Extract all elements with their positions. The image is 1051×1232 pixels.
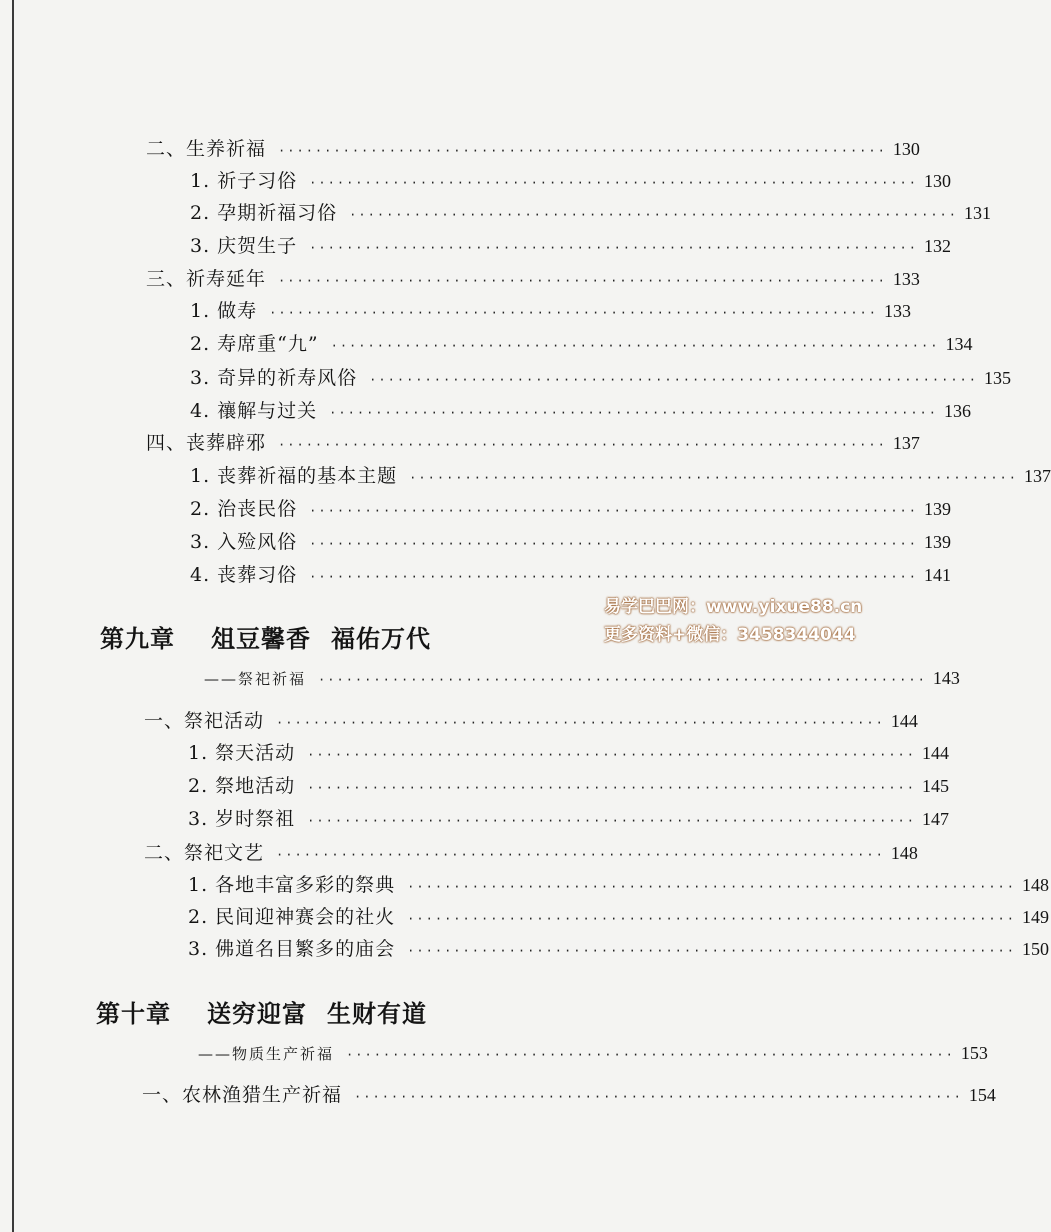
chapter-heading[interactable]: [96, 999, 427, 1029]
toc-entry-subsection[interactable]: [190, 234, 951, 260]
toc-entry-subsection[interactable]: [190, 530, 951, 556]
toc-entry-page: 135: [984, 368, 1011, 388]
toc-entry-section[interactable]: [142, 1083, 996, 1109]
toc-entry-subsection[interactable]: [188, 873, 1049, 899]
dot-leader: ··································································: [309, 504, 918, 518]
toc-entry-label: 四、丧葬辟邪: [146, 432, 267, 454]
toc-entry-label: 2. 治丧民俗: [190, 498, 298, 520]
toc-entry-page: 139: [924, 499, 951, 519]
toc-entry-subsection[interactable]: [190, 299, 911, 325]
dot-leader: ··································································: [330, 339, 940, 353]
toc-entry-page: 144: [890, 711, 918, 731]
toc-entry-subsection[interactable]: [188, 774, 949, 800]
toc-entry-page: 150: [1022, 939, 1049, 959]
toc-entry-subsection[interactable]: [190, 201, 991, 227]
binding-edge-line: [12, 0, 14, 1232]
toc-entry-label: 3. 佛道名目繁多的庙会: [188, 938, 396, 960]
toc-entry-label: 一、祭祀活动: [144, 710, 265, 732]
dot-leader: ··································································: [307, 748, 916, 762]
dot-leader: ··································································: [369, 373, 978, 387]
toc-entry-label: 3. 入殓风俗: [190, 531, 298, 553]
toc-entry-section[interactable]: [144, 841, 918, 867]
chapter-subtitle: ——物质生产祈福: [198, 1045, 335, 1063]
chapter-title-part1: 俎豆馨香: [211, 625, 311, 653]
dot-leader: ··································································: [278, 274, 887, 288]
toc-entry-label: 2. 寿席重“九”: [190, 333, 319, 355]
toc-entry-label: 1. 丧葬祈福的基本主题: [190, 465, 398, 487]
toc-entry-page: 130: [924, 171, 951, 191]
toc-entry-page: 137: [1024, 466, 1051, 486]
toc-entry-label: 3. 岁时祭祖: [188, 808, 296, 830]
chapter-subtitle-entry[interactable]: [198, 1041, 988, 1067]
dot-leader: ··································································: [278, 144, 887, 158]
chapter-title-part2: 福佑万代: [331, 625, 431, 653]
dot-leader: ··································································: [407, 944, 1016, 958]
toc-entry-label: 4. 禳解与过关: [190, 400, 318, 422]
chapter-subtitle: ——祭祀祈福: [204, 670, 307, 688]
chapter-title-part1: 送穷迎富: [207, 1000, 307, 1028]
dot-leader: ··································································: [354, 1090, 963, 1104]
dot-leader: ··································································: [409, 471, 1018, 485]
dot-leader: ··································································: [309, 176, 918, 190]
toc-entry-page: 145: [922, 776, 949, 796]
toc-entry-subsection[interactable]: [190, 399, 971, 425]
dot-leader: ··································································: [407, 880, 1016, 894]
toc-entry-label: 2. 祭地活动: [188, 775, 296, 797]
toc-entry-subsection[interactable]: [190, 332, 973, 358]
toc-entry-page: 149: [1022, 907, 1049, 927]
toc-entry-page: 136: [944, 401, 971, 421]
toc-entry-page: 134: [945, 334, 973, 354]
toc-entry-page: 147: [922, 809, 949, 829]
toc-entry-label: 三、祈寿延年: [146, 268, 267, 290]
dot-leader: ··································································: [309, 241, 918, 255]
toc-entry-section[interactable]: [146, 267, 920, 293]
toc-entry-subsection[interactable]: [188, 905, 1049, 931]
dot-leader: ··································································: [278, 438, 887, 452]
toc-entry-section[interactable]: [146, 137, 920, 163]
chapter-number: 第十章: [96, 1000, 171, 1028]
toc-entry-label: 1. 各地丰富多彩的祭典: [188, 874, 396, 896]
toc-entry-subsection[interactable]: [188, 937, 1049, 963]
toc-entry-label: 3. 庆贺生子: [190, 235, 298, 257]
dot-leader: ··································································: [276, 848, 885, 862]
toc-entry-section[interactable]: [144, 709, 918, 735]
toc-entry-label: 一、农林渔猎生产祈福: [142, 1084, 343, 1106]
dot-leader: ··································································: [276, 716, 885, 730]
dot-leader: ··································································: [309, 570, 918, 584]
toc-entry-page: 130: [892, 139, 920, 159]
watermark-line-2: 更多资料+微信：3458344044: [604, 625, 856, 645]
dot-leader: ··································································: [346, 1048, 955, 1062]
dot-leader: ··································································: [349, 208, 958, 222]
chapter-title-part2: 生财有道: [327, 1000, 427, 1028]
chapter-heading[interactable]: [100, 624, 431, 654]
toc-entry-page: 153: [960, 1043, 988, 1063]
toc-entry-section[interactable]: [146, 431, 920, 457]
toc-entry-label: 1. 做寿: [190, 300, 258, 322]
dot-leader: ··································································: [318, 673, 927, 687]
toc-entry-page: 139: [924, 532, 951, 552]
toc-entry-page: 133: [892, 269, 920, 289]
toc-entry-label: 2. 孕期祈福习俗: [190, 202, 338, 224]
toc-entry-label: 3. 奇异的祈寿风俗: [190, 367, 358, 389]
toc-entry-page: 148: [1022, 875, 1049, 895]
toc-entry-page: 143: [932, 668, 960, 688]
toc-entry-label: 二、生养祈福: [146, 138, 267, 160]
dot-leader: ··································································: [309, 537, 918, 551]
watermark-line-1: 易学巴巴网：www.yixue88.cn: [604, 597, 863, 617]
toc-entry-page: 154: [968, 1085, 996, 1105]
toc-entry-page: 132: [924, 236, 951, 256]
toc-entry-page: 133: [884, 301, 911, 321]
toc-entry-page: 144: [922, 743, 949, 763]
toc-entry-subsection[interactable]: [190, 366, 1011, 392]
dot-leader: ··································································: [307, 814, 916, 828]
toc-entry-page: 148: [890, 843, 918, 863]
toc-entry-subsection[interactable]: [188, 807, 949, 833]
dot-leader: ··································································: [307, 781, 916, 795]
toc-entry-subsection[interactable]: [188, 741, 949, 767]
toc-entry-label: 2. 民间迎神赛会的社火: [188, 906, 396, 928]
toc-entry-label: 1. 祈子习俗: [190, 170, 298, 192]
toc-entry-page: 137: [892, 433, 920, 453]
toc-entry-subsection[interactable]: [190, 563, 951, 589]
chapter-number: 第九章: [100, 625, 175, 653]
toc-entry-label: 二、祭祀文艺: [144, 842, 265, 864]
toc-entry-subsection[interactable]: [190, 464, 1051, 490]
dot-leader: ··································································: [329, 406, 938, 420]
toc-entry-label: 1. 祭天活动: [188, 742, 296, 764]
toc-entry-page: 141: [924, 565, 951, 585]
toc-entry-subsection[interactable]: [190, 169, 951, 195]
chapter-subtitle-entry[interactable]: [204, 666, 960, 692]
dot-leader: ··································································: [269, 306, 878, 320]
dot-leader: ··································································: [407, 912, 1016, 926]
toc-entry-page: 131: [964, 203, 991, 223]
toc-entry-label: 4. 丧葬习俗: [190, 564, 298, 586]
toc-entry-subsection[interactable]: [190, 497, 951, 523]
